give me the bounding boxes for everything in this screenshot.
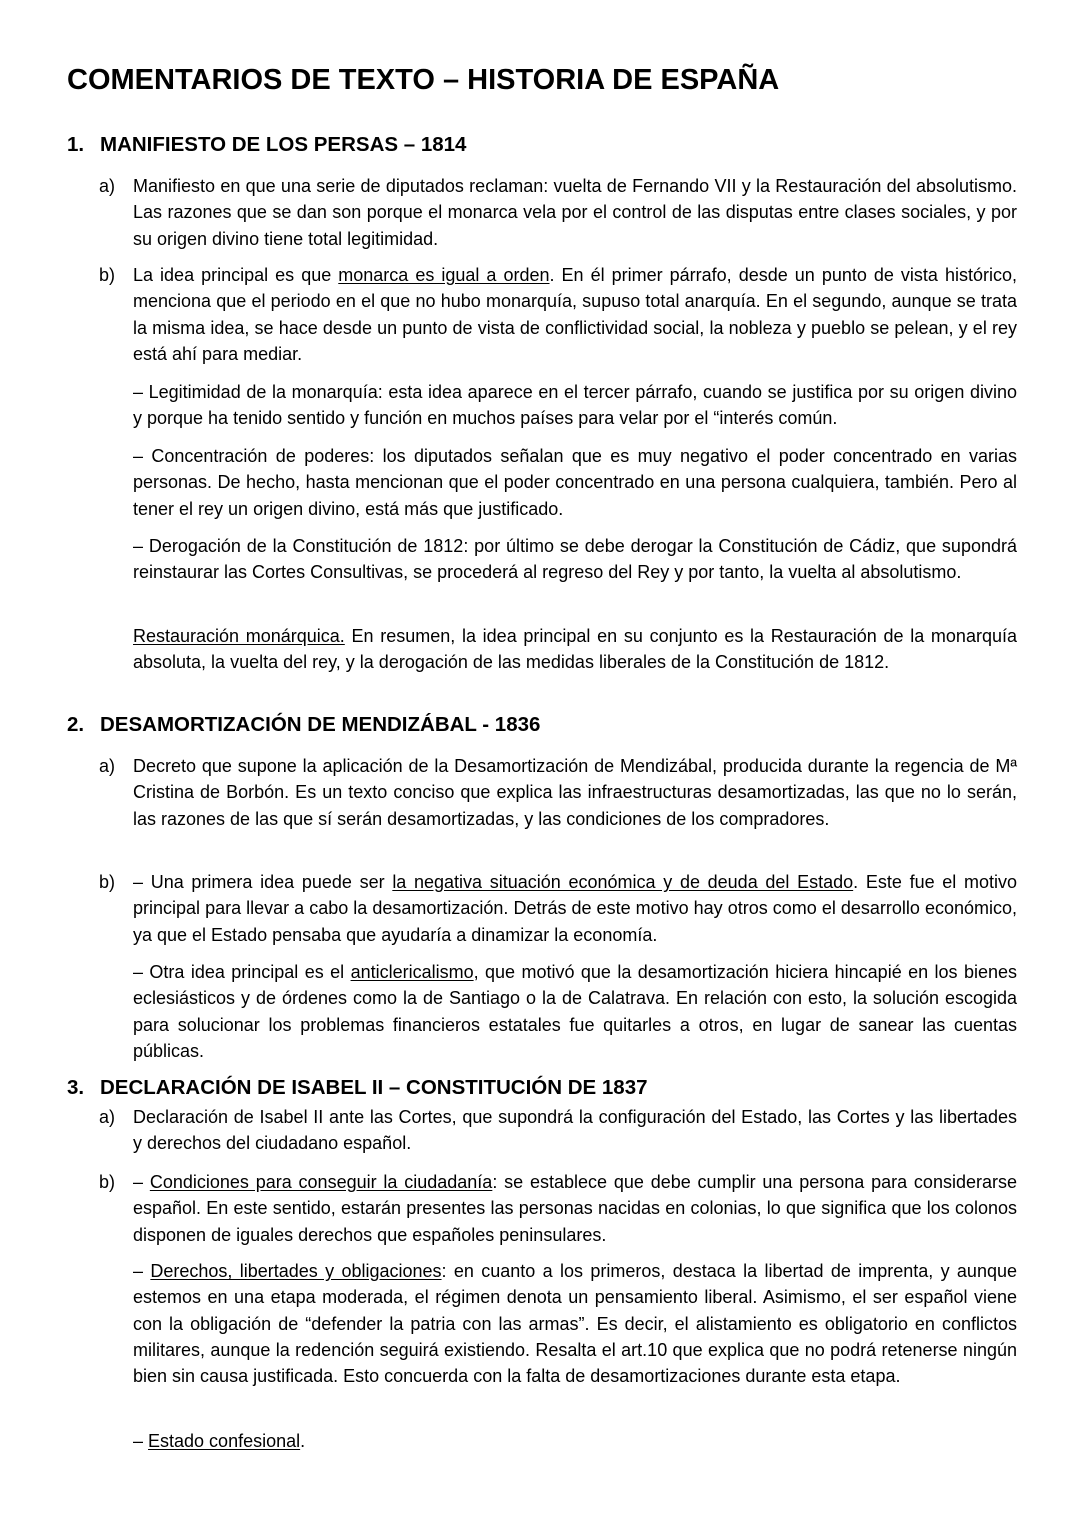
paragraph: – Derogación de la Constitución de 1812: por último se debe derogar la Constitución de Cádiz, que supondrá reinstaurar las Cortes Consultivas, se procederá al regreso del Rey y por tanto, la vuelta al absolutismo.	[133, 536, 1017, 583]
paragraph: Manifiesto en que una serie de diputados reclaman: vuelta de Fernando VII y la Restauración del absolutismo. Las razones que se dan son porque el monarca vela por el control de las disputas entre clases sociales, y por su origen divino tiene total legitimidad.	[133, 176, 1017, 249]
section-number: 2.	[67, 713, 85, 736]
underlined-phrase: Estado confesional	[148, 1431, 301, 1451]
section-number: 1.	[67, 133, 85, 156]
paragraph: – Concentración de poderes: los diputados señalan que es muy negativo el poder concentrado en varias personas. De hecho, hasta mencionan que el poder concentrado en una persona cualquiera, también. Pero al tener el rey un origen divino, está más que justificado.	[133, 446, 1017, 519]
underlined-phrase: Restauración monárquica.	[133, 626, 345, 646]
underlined-phrase: Condiciones para conseguir la ciudadanía	[149, 1172, 493, 1192]
section-3-heading	[67, 1076, 648, 1100]
document-title: COMENTARIOS DE TEXTO – HISTORIA DE ESPAÑA	[67, 64, 780, 96]
item-label-b: b)	[99, 1172, 116, 1192]
item-label-a: a)	[99, 756, 116, 776]
underlined-phrase: la negativa situación económica y de deuda del Estado	[392, 872, 854, 892]
item-label-a: a)	[99, 1107, 116, 1127]
paragraph: Declaración de Isabel II ante las Cortes, que supondrá la configuración del Estado, las Cortes y las libertades y derechos del ciudadano español.	[133, 1107, 1017, 1154]
item-label-a: a)	[99, 176, 116, 196]
underlined-phrase: Derechos, libertades y obligaciones	[150, 1261, 442, 1281]
item-label-b: b)	[99, 872, 116, 892]
section-1-heading	[67, 133, 466, 157]
paragraph: Decreto que supone la aplicación de la Desamortización de Mendizábal, producida durante la regencia de Mª Cristina de Borbón. Es un texto conciso que explica las infraestructuras desamortizadas, las que no lo serán, las razones de las que sí serán desamortizadas, y las condiciones de los compradores.	[133, 756, 1017, 829]
paragraph: – Estado confesional.	[133, 1431, 306, 1451]
paragraph: – Condiciones para conseguir la ciudadanía: se establece que debe cumplir una persona para considerarse español. En este sentido, estarán presentes las personas nacidas en colonias, lo que significa que los colonos disponen de iguales derechos que españoles peninsulares.	[133, 1172, 1017, 1245]
section-2-heading	[67, 713, 540, 737]
paragraph: – Otra idea principal es el anticlericalismo, que motivó que la desamortización hiciera hincapié en los bienes eclesiásticos y de órdenes como la de Santiago o la de Calatrava. En relación con esto, la solución escogida para solucionar los problemas financieros estatales fue quitarles a otros, en lugar de sanear las cuentas públicas.	[133, 962, 1018, 1061]
paragraph: Restauración monárquica. En resumen, la idea principal en su conjunto es la Restauración de la monarquía absoluta, la vuelta del rey, y la derogación de las medidas liberales de la Constitución de 1812.	[133, 626, 1017, 673]
underlined-phrase: monarca es igual a orden	[338, 265, 550, 285]
paragraph: La idea principal es que monarca es igual a orden. En él primer párrafo, desde un punto de vista histórico, menciona que el periodo en el que no hubo monarquía, supuso total anarquía. En el segundo, aunque se trata la misma idea, se hace desde un punto de vista de conflictividad social, la nobleza y pueblo se pelean, y el rey está ahí para mediar.	[133, 265, 1017, 364]
section-title: MANIFIESTO DE LOS PERSAS – 1814	[100, 133, 467, 156]
section-number: 3.	[67, 1076, 85, 1099]
section-title: DECLARACIÓN DE ISABEL II – CONSTITUCIÓN DE 1837	[100, 1076, 648, 1099]
item-label-b: b)	[99, 265, 116, 285]
paragraph: – Legitimidad de la monarquía: esta idea aparece en el tercer párrafo, cuando se justifica por su origen divino y porque ha tenido sentido y función en muchos países para velar por el “interés común.	[133, 382, 1017, 429]
paragraph: – Derechos, libertades y obligaciones: en cuanto a los primeros, destaca la libertad de imprenta, y aunque estemos en una etapa moderada, el régimen denota un pensamiento liberal. Asimismo, el ser español viene con la obligación de “defender la patria con las armas”. Es decir, el alistamiento es obligatorio en conflictos militares, aunque la redención seguirá existiendo. Resalta el art.10 que explica que no podrá retenerse ningún bien sin causa justificada. Esto concuerda con la falta de desamortizaciones durante esta etapa.	[133, 1261, 1017, 1387]
paragraph: – Una primera idea puede ser la negativa situación económica y de deuda del Estado. Este fue el motivo principal para llevar a cabo la desamortización. Detrás de este motivo hay otros como el desarrollo económico, ya que el Estado pensaba que ayudaría a dinamizar la economía.	[133, 872, 1018, 945]
underlined-phrase: anticlericalismo	[350, 962, 474, 982]
section-title: DESAMORTIZACIÓN DE MENDIZÁBAL - 1836	[100, 713, 541, 736]
